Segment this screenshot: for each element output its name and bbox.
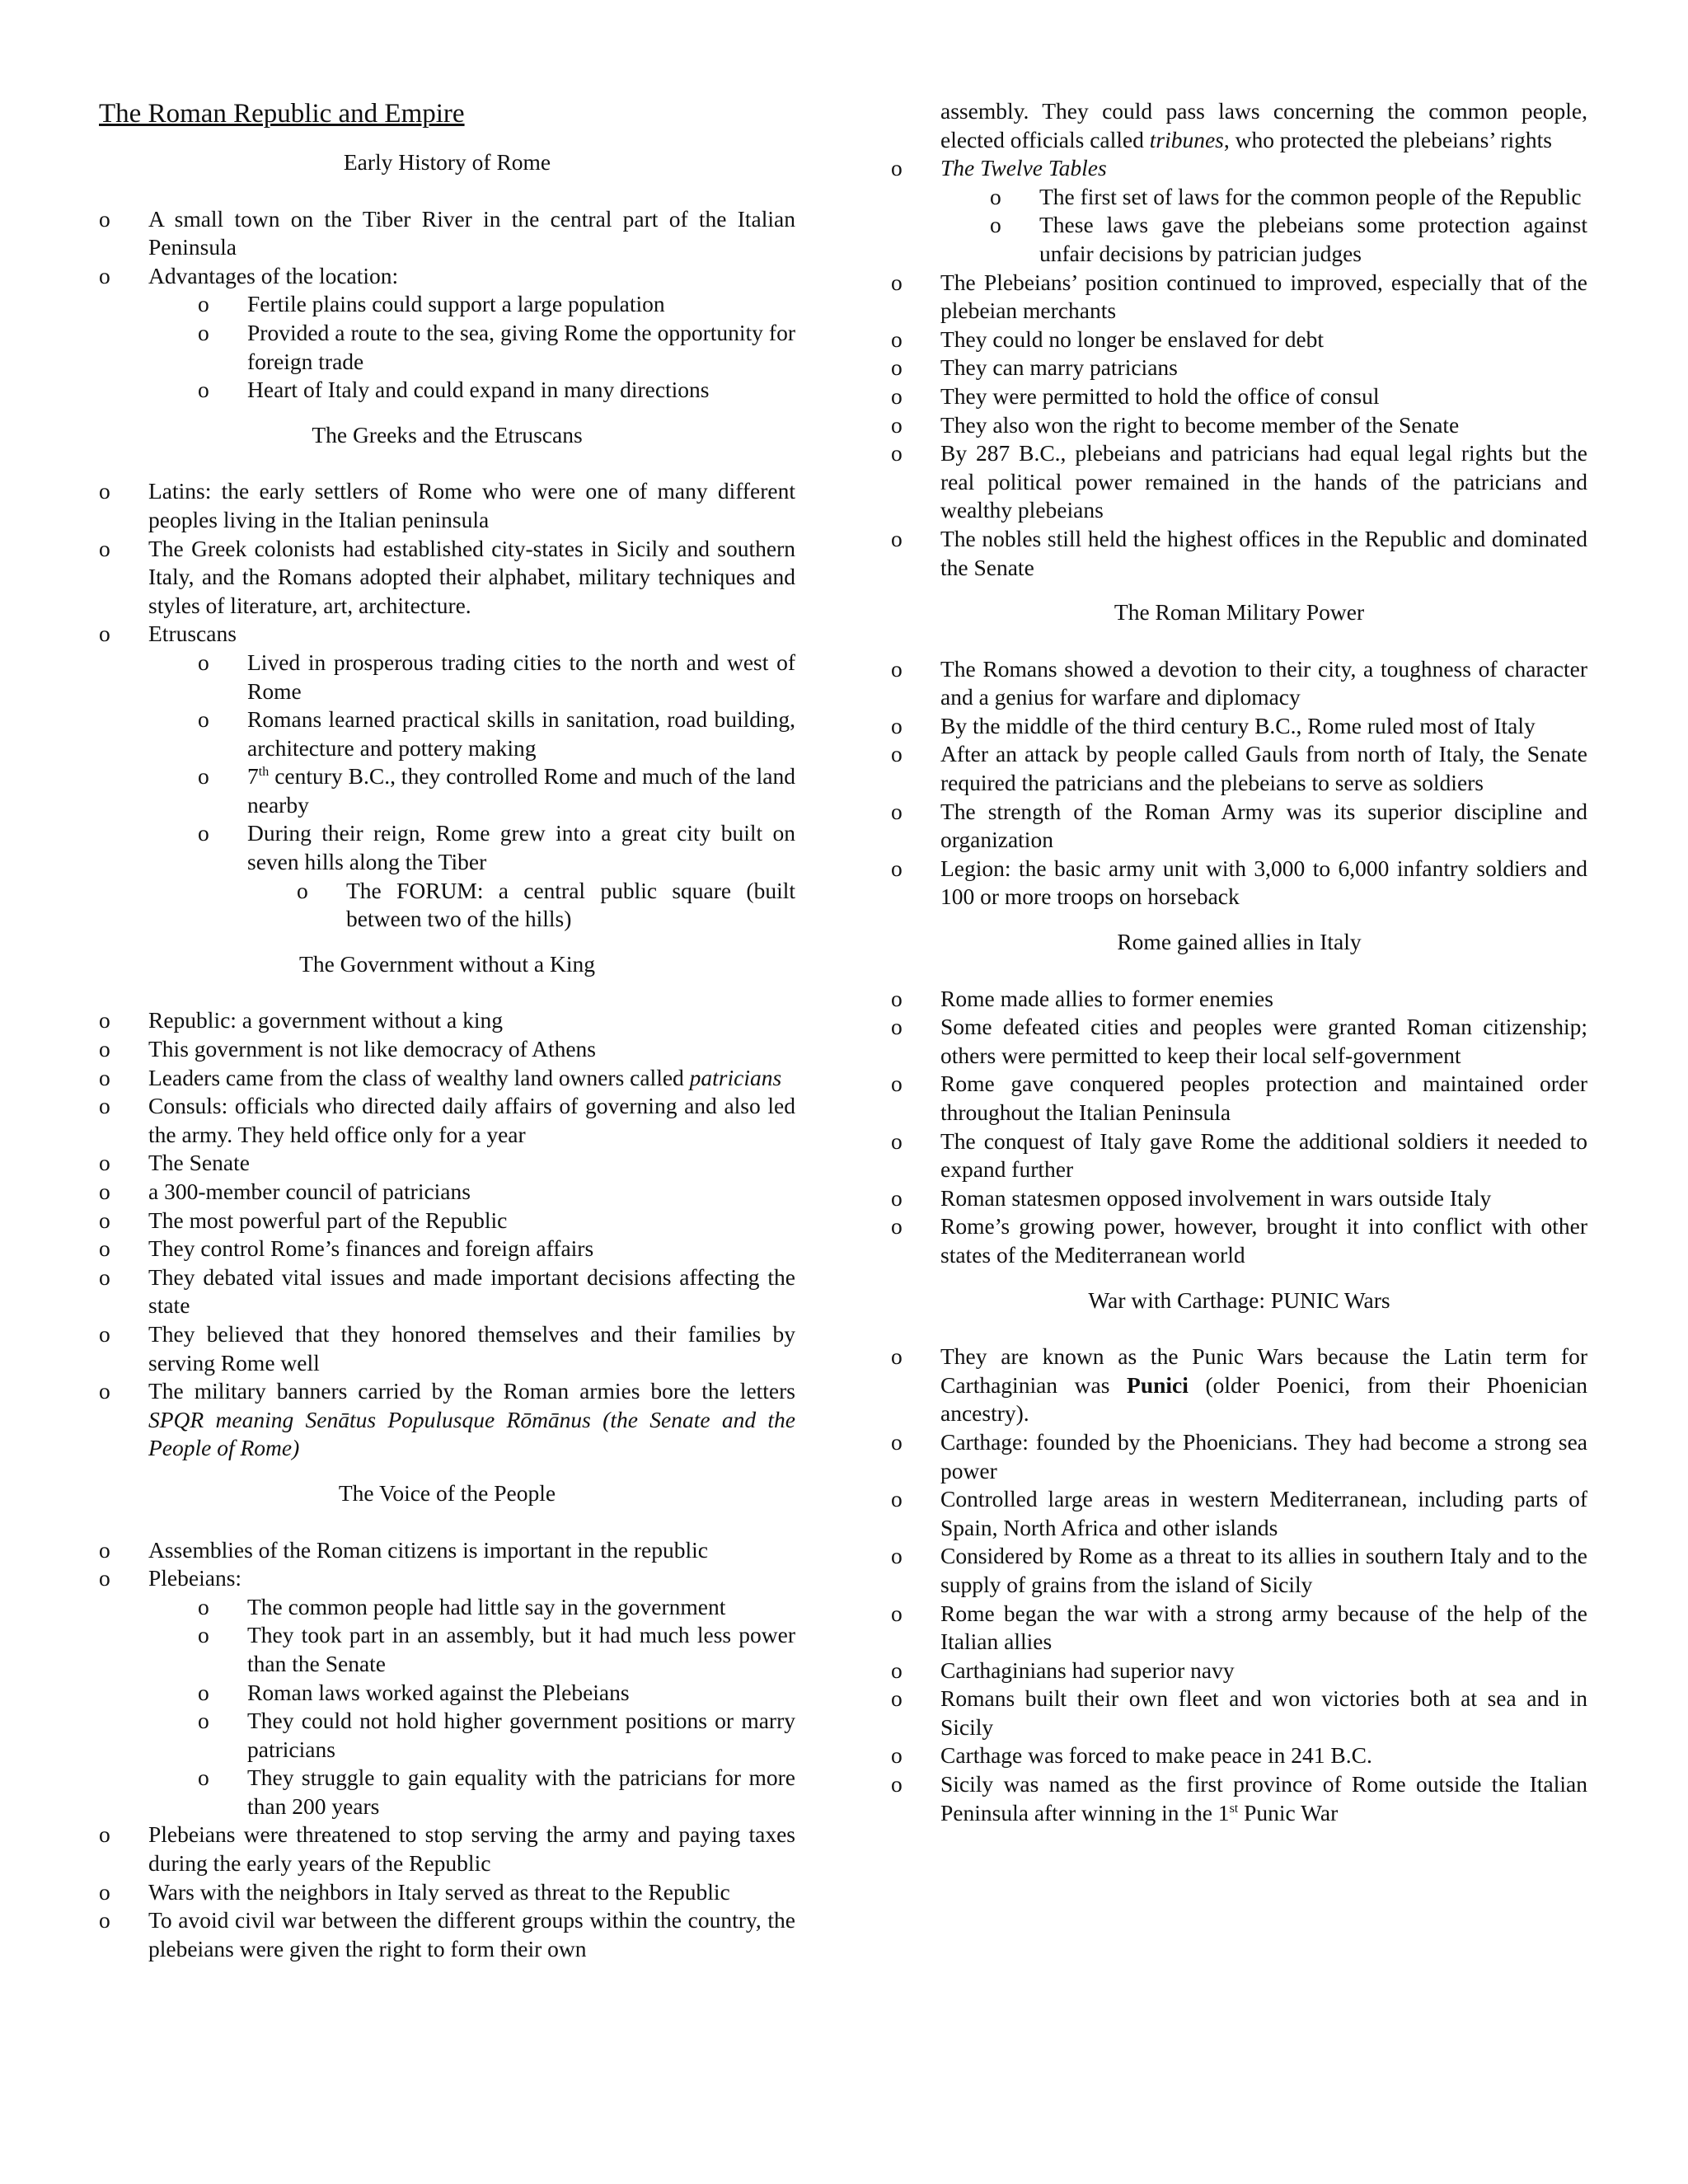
list-item: o They can marry patricians xyxy=(891,354,1587,382)
bullet-icon: o xyxy=(99,1007,110,1033)
bullet-icon: o xyxy=(99,1378,110,1404)
list-item: o The strength of the Roman Army was its superior discipline and organization xyxy=(891,798,1587,853)
list-item: o The Romans showed a devotion to their city, a toughness of character and a genius for warfare and diplomacy xyxy=(891,655,1587,710)
list-item: o Plebeians: xyxy=(99,1564,795,1593)
list-item: o After an attack by people called Gauls from north of Italy, the Senate required the patricians and the plebeians to serve as soldiers xyxy=(891,741,1587,796)
bullet-icon: o xyxy=(891,1343,903,1370)
bullet-icon: o xyxy=(891,1543,903,1569)
list-item: o The common people had little say in the government xyxy=(99,1593,795,1622)
list-item: o Lived in prosperous trading cities to the north and west of Rome xyxy=(198,649,795,704)
list-item: o The conquest of Italy gave Rome the additional soldiers it needed to expand further xyxy=(891,1127,1587,1183)
list-item: o Heart of Italy and could expand in many directions xyxy=(99,376,795,405)
list-item: o A small town on the Tiber River in the central part of the Italian Peninsula xyxy=(99,205,795,260)
bullet-icon: o xyxy=(891,1742,903,1769)
bullet-icon: o xyxy=(99,1320,110,1347)
list-item: o They believed that they honored themselves and their families by serving Rome well xyxy=(99,1320,795,1376)
bullet-icon: o xyxy=(891,1014,903,1040)
bullet-icon: o xyxy=(198,1593,209,1619)
bullet-icon: o xyxy=(891,354,903,381)
bullet-icon: o xyxy=(99,1036,110,1062)
list-item: o The military banners carried by the Roman armies bore the letters SPQR meaning Senātus Populusque Rōmānus (the Senate and the People of Rome) xyxy=(99,1378,795,1461)
bullet-icon: o xyxy=(99,1064,110,1090)
section-heading-voice: The Voice of the People xyxy=(338,1479,556,1506)
bullet-icon: o xyxy=(297,877,308,903)
bullet-icon: o xyxy=(198,319,209,345)
list-item: o Etruscans xyxy=(99,620,795,649)
list-item: o Considered by Rome as a threat to its allies in southern Italy and to the supply of grains from the island of Sicily xyxy=(891,1543,1587,1597)
bullet-icon: o xyxy=(99,621,110,647)
bullet-icon: o xyxy=(99,535,110,561)
bullet-icon: o xyxy=(99,1179,110,1204)
list-item: o The most powerful part of the Republic xyxy=(99,1207,795,1235)
list-item: o The nobles still held the highest offices in the Republic and dominated the Senate xyxy=(891,525,1587,580)
list-item: o The Greek colonists had established city-states in Sicily and southern Italy, and the Romans adopted their alphabet, military techniques and styles of literature, art, architecture. xyxy=(99,535,795,618)
list-item: o Leaders came from the class of wealthy land owners called patricians xyxy=(99,1064,795,1093)
bullet-icon: o xyxy=(99,1821,110,1848)
list-item: o Controlled large areas in western Mediterranean, including parts of Spain, North Africa and other islands xyxy=(891,1486,1587,1540)
list-item: o They also won the right to become member of the Senate xyxy=(891,411,1587,440)
list-item: o They could no longer be enslaved for debt xyxy=(891,326,1587,354)
bullet-icon: o xyxy=(198,1708,209,1734)
section-heading-carthage: War with Carthage: PUNIC Wars xyxy=(1088,1286,1390,1313)
bullet-icon: o xyxy=(891,1127,903,1154)
page-title: The Roman Republic and Empire xyxy=(99,99,465,129)
bullet-icon: o xyxy=(891,1685,903,1712)
list-item: o During their reign, Rome grew into a great city built on seven hills along the Tiber xyxy=(198,820,795,875)
bullet-icon: o xyxy=(198,377,209,403)
left-column xyxy=(99,97,795,1963)
list-item: o Rome made allies to former enemies xyxy=(891,985,1587,1014)
list-item: o They are known as the Punic Wars because the Latin term for Carthaginian was Punici (older Poenici, from their Phoenician ancestry). xyxy=(891,1343,1587,1427)
bullet-icon: o xyxy=(891,741,903,767)
list-item: o Assemblies of the Roman citizens is important in the republic xyxy=(99,1536,795,1565)
list-item-continued: assembly. They could pass laws concerning the common people, elected officials called tribunes, who protected the plebeians’ rights xyxy=(940,98,1587,152)
list-item: o Carthage was forced to make peace in 241 B.C. xyxy=(891,1741,1587,1770)
bullet-icon: o xyxy=(891,1771,903,1797)
list-item: o Plebeians were threatened to stop serving the army and paying taxes during the early years of the Republic xyxy=(99,1821,795,1877)
list-item: o Romans built their own fleet and won victories both at sea and in Sicily xyxy=(891,1685,1587,1740)
list-item: o Advantages of the location: xyxy=(99,262,795,291)
bullet-icon: o xyxy=(99,1150,110,1176)
bullet-icon: o xyxy=(891,1184,903,1211)
section-heading-greeks: The Greeks and the Etruscans xyxy=(312,421,583,448)
list-item: o They took part in an assembly, but it had much less power than the Senate xyxy=(198,1622,795,1676)
bullet-icon: o xyxy=(99,1093,110,1119)
section-heading-military: The Roman Military Power xyxy=(1114,599,1365,626)
list-item: o The first set of laws for the common people of the Republic xyxy=(891,183,1587,212)
list-item: o To avoid civil war between the different groups within the country, the plebeians were given the right to form their own xyxy=(99,1907,795,1961)
bullet-icon: o xyxy=(99,1263,110,1290)
list-item: o Rome gave conquered peoples protection and maintained order throughout the Italian Peninsula xyxy=(891,1071,1587,1125)
bullet-icon: o xyxy=(198,1679,209,1705)
bullet-icon: o xyxy=(891,411,903,438)
list-item: o Sicily was named as the first province of Rome outside the Italian Peninsula after winning in the 1st Punic War xyxy=(891,1771,1587,1825)
list-item: o Republic: a government without a king xyxy=(99,1006,795,1035)
list-item: o Legion: the basic army unit with 3,000 to 6,000 infantry soldiers and 100 or more troops on horseback xyxy=(891,855,1587,910)
list-item: o They debated vital issues and made important decisions affecting the state xyxy=(99,1263,795,1319)
bullet-icon: o xyxy=(198,820,209,846)
bullet-icon: o xyxy=(99,205,110,232)
bullet-icon: o xyxy=(891,1071,903,1097)
bullet-icon: o xyxy=(891,655,903,682)
right-column xyxy=(891,97,1587,1827)
bullet-icon: o xyxy=(891,712,903,738)
bullet-icon: o xyxy=(891,326,903,352)
list-item: o 7th century B.C., they controlled Rome and much of the land nearby xyxy=(198,763,795,818)
list-item: o Latins: the early settlers of Rome who were one of many different peoples living in the Italian peninsula xyxy=(99,478,795,532)
bullet-icon: o xyxy=(891,382,903,409)
bullet-icon: o xyxy=(198,1765,209,1791)
list-item: o These laws gave the plebeians some protection against unfair decisions by patrician judges xyxy=(990,212,1587,266)
list-item: o The Plebeians’ position continued to improved, especially that of the plebeian merchants xyxy=(891,269,1587,324)
bullet-icon: o xyxy=(990,183,1001,209)
list-item: o Rome’s growing power, however, brought it into conflict with other states of the Mediterranean world xyxy=(891,1213,1587,1268)
list-item: o Roman laws worked against the Plebeians xyxy=(99,1679,795,1708)
bullet-icon: o xyxy=(891,440,903,466)
bullet-icon: o xyxy=(198,649,209,675)
list-item: o Romans learned practical skills in sanitation, road building, architecture and pottery making xyxy=(198,706,795,761)
bullet-icon: o xyxy=(198,1622,209,1648)
section-heading-government: The Government without a King xyxy=(299,950,595,977)
list-item: o Some defeated cities and peoples were granted Roman citizenship; others were permitted to keep their local self-government xyxy=(891,1014,1587,1068)
bullet-icon: o xyxy=(99,1565,110,1591)
list-item: o They could not hold higher government positions or marry patricians xyxy=(198,1708,795,1762)
bullet-icon: o xyxy=(990,212,1001,238)
bullet-icon: o xyxy=(891,155,903,181)
bullet-icon: o xyxy=(891,1657,903,1683)
bullet-icon: o xyxy=(99,1235,110,1262)
list-item: o Roman statesmen opposed involvement in wars outside Italy xyxy=(891,1184,1587,1213)
bullet-icon: o xyxy=(891,1428,903,1455)
section-heading-allies: Rome gained allies in Italy xyxy=(1117,929,1362,955)
list-item: o Wars with the neighbors in Italy served as threat to the Republic xyxy=(99,1878,795,1907)
bullet-icon: o xyxy=(198,291,209,317)
list-item: o a 300-member council of patricians xyxy=(99,1178,795,1207)
list-item: o They struggle to gain equality with the patricians for more than 200 years xyxy=(198,1765,795,1819)
bullet-icon: o xyxy=(891,525,903,551)
list-item: o Rome began the war with a strong army because of the help of the Italian allies xyxy=(891,1600,1587,1655)
list-item: o The Senate xyxy=(99,1149,795,1178)
list-item: o Consuls: officials who directed daily affairs of governing and also led the army. They held office only for a year xyxy=(99,1093,795,1147)
bullet-icon: o xyxy=(891,985,903,1011)
bullet-icon: o xyxy=(891,1600,903,1626)
list-item: o They control Rome’s finances and foreign affairs xyxy=(99,1235,795,1263)
bullet-icon: o xyxy=(891,269,903,295)
bullet-icon: o xyxy=(99,262,110,288)
section-heading-early-history: Early History of Rome xyxy=(343,149,551,175)
bullet-icon: o xyxy=(891,798,903,824)
bullet-icon: o xyxy=(198,706,209,733)
bullet-icon: o xyxy=(198,763,209,790)
bullet-icon: o xyxy=(99,1907,110,1933)
bullet-icon: o xyxy=(99,1207,110,1233)
bullet-icon: o xyxy=(891,1213,903,1240)
bullet-icon: o xyxy=(99,478,110,504)
list-item: o The FORUM: a central public square (built between two of the hills) xyxy=(297,877,795,932)
list-item: o Provided a route to the sea, giving Rome the opportunity for foreign trade xyxy=(198,319,795,374)
list-item: o They were permitted to hold the office of consul xyxy=(891,382,1587,411)
bullet-icon: o xyxy=(891,855,903,881)
list-item: o By the middle of the third century B.C., Rome ruled most of Italy xyxy=(891,712,1587,741)
list-item: o By 287 B.C., plebeians and patricians had equal legal rights but the real political power remained in the hands of the patricians and wealthy plebeians xyxy=(891,440,1587,523)
list-item: o Carthage: founded by the Phoenicians. They had become a strong sea power xyxy=(891,1428,1587,1483)
list-item: o Carthaginians had superior navy xyxy=(891,1657,1587,1685)
bullet-icon: o xyxy=(99,1536,110,1563)
list-item: o Fertile plains could support a large population xyxy=(99,290,795,319)
list-item: o This government is not like democracy of Athens xyxy=(99,1035,795,1064)
bullet-icon: o xyxy=(99,1878,110,1905)
list-item: o The Twelve Tables xyxy=(891,154,1587,183)
bullet-icon: o xyxy=(891,1486,903,1512)
